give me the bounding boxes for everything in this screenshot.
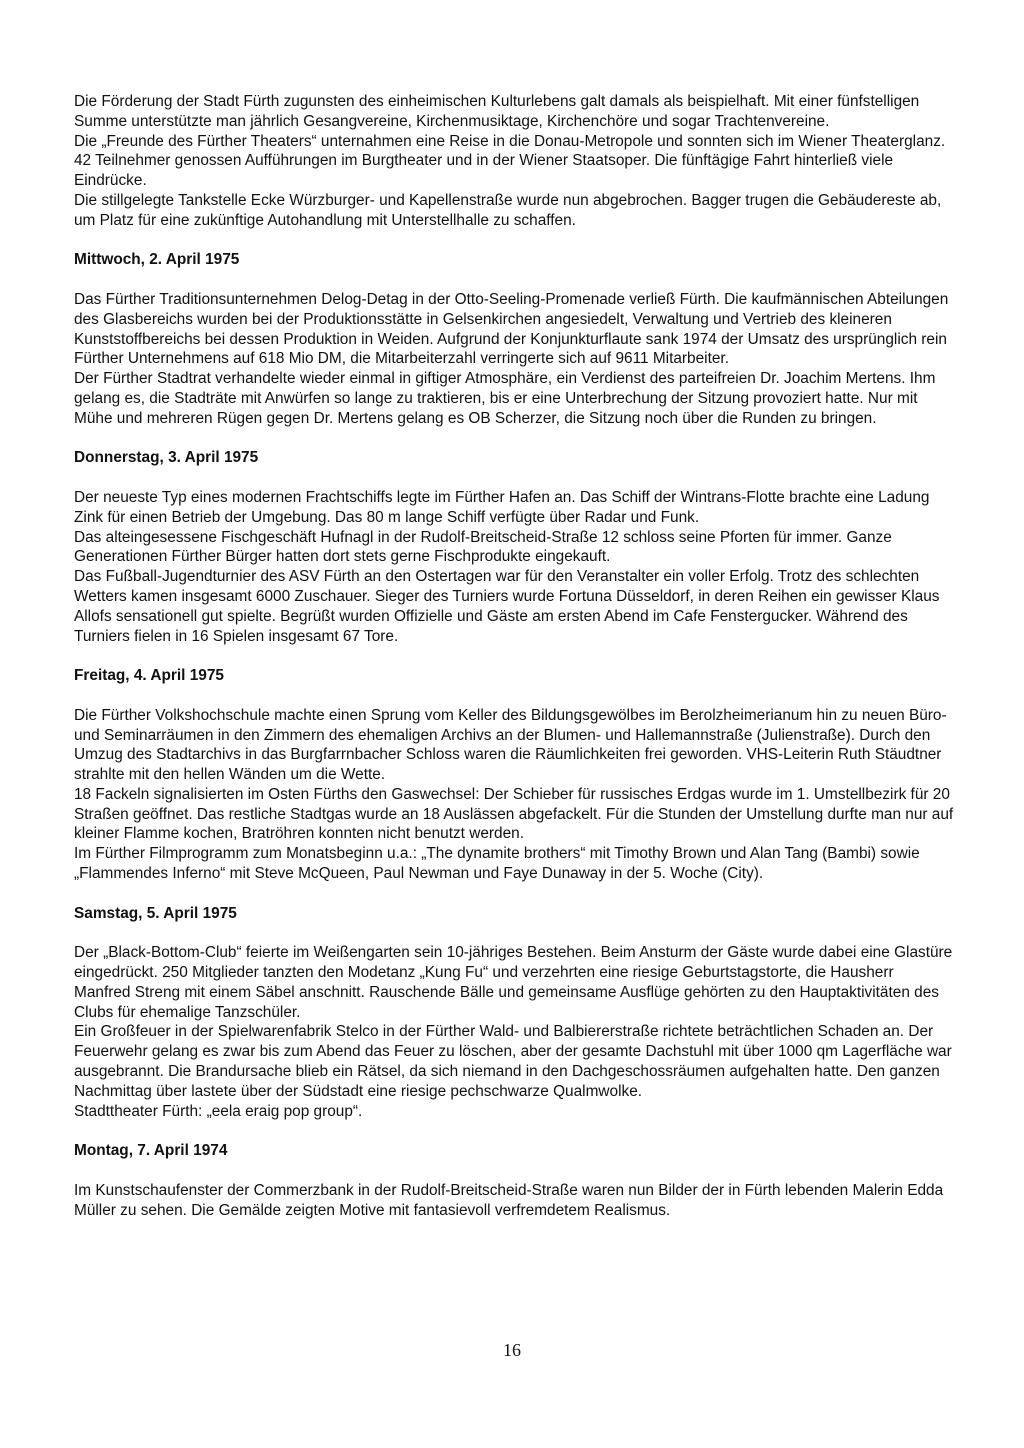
page-number: 16: [503, 1340, 521, 1360]
section-paragraph: Der Fürther Stadtrat verhandelte wieder einmal in giftiger Atmosphäre, ein Verdienst des parteifreien Dr. Joachim Mertens. Ihm gelang es, die Stadträte mit Anwürfen so lange zu traktieren, bis er eine Unterbrechung der Sitzung provoziert hatte. Nur mit Mühe und mehreren Rügen gegen Dr. Mertens gelang es OB Scherzer, die Sitzung noch über die Runden zu bringen.: [74, 370, 936, 427]
section-paragraph: Das Fußball-Jugendturnier des ASV Fürth an den Ostertagen war für den Veranstalter ein voller Erfolg. Trotz des schlechten Wetters kamen insgesamt 6000 Zuschauer. Sieger des Turniers wurde Fortuna Düsseldorf, in deren Reihen ein gewisser Klaus Allofs sensationell gut spielte. Begrüßt wurden Offizielle und Gäste am ersten Abend im Cafe Fenstergucker. Während des Turniers fielen in 16 Spielen insgesamt 67 Tore.: [74, 568, 940, 645]
section-paragraph: Die Fürther Volkshochschule machte einen Sprung vom Keller des Bildungsgewölbes im Berolzheimerianum hin zu neuen Büro- und Seminarräumen in den Zimmern des ehemaligen Archivs an der Blumen- und Hallemannstraße (Julienstraße). Durch den Umzug des Stadtarchivs in das Burgfarrnbacher Schloss waren die Räumlichkeiten frei geworden. VHS-Leiterin Ruth Stäudtner strahlte mit den hellen Wänden um die Wette.: [74, 706, 947, 784]
intro-paragraph-2: Die „Freunde des Fürther Theaters“ unternahmen eine Reise in die Donau-Metropole und sonnten sich im Wiener Theaterglanz. 42 Teilnehmer genossen Aufführungen im Burgtheater und in der Wiener Staatsoper. Die fünftägige Fahrt hinterließ viele Eindrücke.: [74, 132, 946, 190]
section-paragraph: Im Fürther Filmprogramm zum Monatsbeginn u.a.: „The dynamite brothers“ mit Timothy Brown und Alan Tang (Bambi) sowie „Flammendes Inferno“ mit Steve McQueen, Paul Newman und Faye Dunaway in der 5. Woche (City).: [74, 845, 920, 883]
section-paragraph: 18 Fackeln signalisierten im Osten Fürths den Gaswechsel: Der Schieber für russisches Erdgas wurde im 1. Umstellbezirk für 20 Straßen geöffnet. Das restliche Stadtgas wurde an 18 Auslässen abgefackelt. Für die Stunden der Umstellung durfte man nur auf kleiner Flamme kochen, Bratröhren konnten nicht benutzt werden.: [74, 785, 954, 843]
intro-paragraph-1: Die Förderung der Stadt Fürth zugunsten des einheimischen Kulturlebens galt damals als beispielhaft. Mit einer fünfstelligen Summe unterstützte man jährlich Gesangvereine, Kirchenmusiktage, Kirchenchöre und sogar Trachtenvereine.: [74, 93, 920, 130]
section-saturday: [74, 904, 954, 1122]
section-friday: [74, 666, 954, 884]
section-paragraph: Der neueste Typ eines modernen Frachtschiffs legte im Fürther Hafen an. Das Schiff der Wintrans-Flotte brachte eine Ladung Zink für einen Betrieb der Umgebung. Das 80 m lange Schiff verfügte über Radar und Funk.: [74, 488, 930, 526]
section-paragraph: Ein Großfeuer in der Spielwarenfabrik Stelco in der Fürther Wald- und Balbiererstraße richtete beträchtlichen Schaden an. Der Feuerwehr gelang es zwar bis zum Abend das Feuer zu löschen, aber der gesamte Dachstuhl mit über 1000 qm Lagerfläche war ausgebrannt. Die Brandursache blieb ein Rätsel, da sich niemand in den Dachgeschossräumen aufgehalten hatte. Den ganzen Nachmittag über lastete über der Südstadt eine riesige pechschwarze Qualmwolke.: [74, 1023, 952, 1100]
intro-section: [74, 92, 954, 231]
section-monday: [74, 1141, 954, 1220]
section-wednesday: [74, 250, 954, 428]
section-paragraph: Stadttheater Fürth: „eela eraig pop group“.: [74, 1102, 363, 1120]
section-heading: Montag, 7. April 1974: [74, 1142, 228, 1160]
section-paragraph: Das Fürther Traditionsunternehmen Delog-Detag in der Otto-Seeling-Promenade verließ Fürth. Die kaufmännischen Abteilungen des Glasbereichs wurden bei der Produktionsstätte in Gelsenkirchen angesiedelt, Verwaltung und Vertrieb des kleineren Kunststoffbereichs bei dessen Produktion in Weiden. Aufgrund der Konjunkturflaute sank 1974 der Umsatz des ursprünglich rein Fürther Unternehmens auf 618 Mio DM, die Mitarbeiterzahl verringerte sich auf 9611 Mitarbeiter.: [74, 290, 949, 368]
section-heading: Mittwoch, 2. April 1975: [74, 251, 240, 269]
document-page: [74, 92, 954, 1220]
section-heading: Freitag, 4. April 1975: [74, 667, 224, 685]
section-paragraph: Im Kunstschaufenster der Commerzbank in der Rudolf-Breitscheid-Straße waren nun Bilder der in Fürth lebenden Malerin Edda Müller zu sehen. Die Gemälde zeigten Motive mit fantasievoll verfremdetem Realismus.: [74, 1181, 944, 1219]
section-heading: Donnerstag, 3. April 1975: [74, 449, 259, 467]
section-heading: Samstag, 5. April 1975: [74, 904, 237, 922]
section-paragraph: Das alteingesessene Fischgeschäft Hufnagl in der Rudolf-Breitscheid-Straße 12 schloss seine Pforten für immer. Ganze Generationen Fürther Bürger hatten dort stets gerne Fischprodukte eingekauft.: [74, 528, 892, 566]
intro-paragraph-3: Die stillgelegte Tankstelle Ecke Würzburger- und Kapellenstraße wurde nun abgebrochen. Bagger trugen die Gebäudereste ab, um Platz für eine zukünftige Autohandlung mit Unterstellhalle zu schaffen.: [74, 191, 942, 229]
section-thursday: [74, 448, 954, 646]
section-paragraph: Der „Black-Bottom-Club“ feierte im Weißengarten sein 10-jähriges Bestehen. Beim Ansturm der Gäste wurde dabei eine Glastüre eingedrückt. 250 Mitglieder tanzten den Modetanz „Kung Fu“ und verzehrten eine riesige Geburtstagstorte, die Hausherr Manfred Streng mit einem Säbel anschnitt. Rauschende Bälle und gemeinsame Ausflüge gehörten zu den Hauptaktivitäten des Clubs für ehemalige Tanzschüler.: [74, 944, 953, 1021]
